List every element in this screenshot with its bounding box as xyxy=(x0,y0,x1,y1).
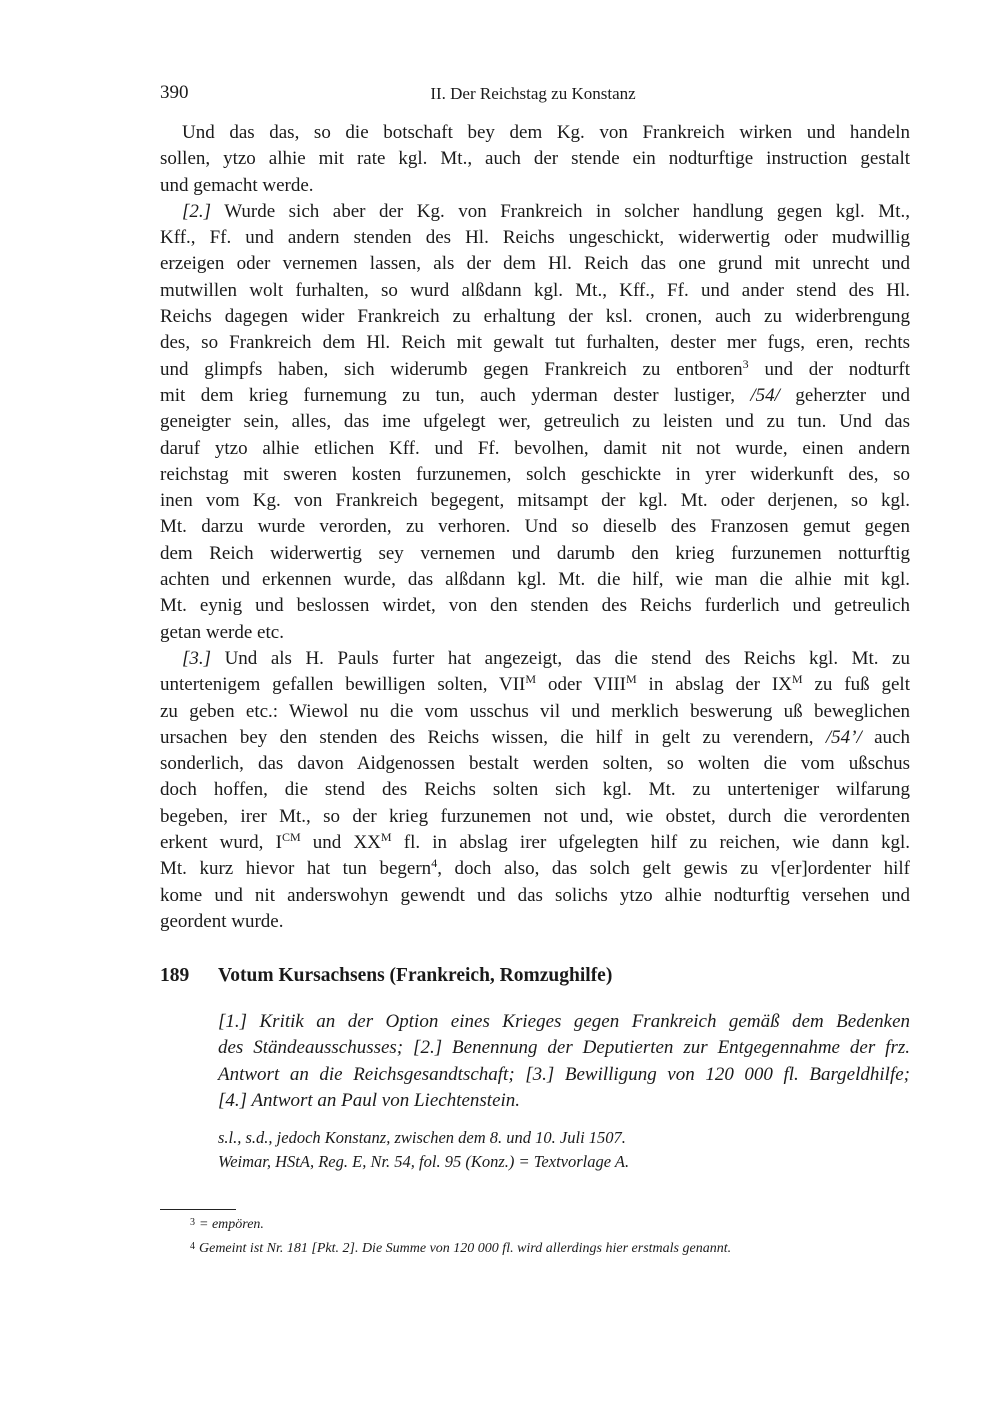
page-number: 390 xyxy=(160,82,189,103)
superscript: M xyxy=(791,672,803,687)
text-span: des, so Frankreich dem Hl. Reich mit gewalt tut furhalten, dester mer fugs, eren, rechts xyxy=(160,332,910,354)
footnote-mark: 3 xyxy=(190,1217,195,1228)
footnote-text: Gemeint ist Nr. 181 [Pkt. 2]. Die Summe von 120 000 fl. wird allerdings hier erstmals genannt. xyxy=(199,1241,732,1256)
text-line xyxy=(160,672,910,698)
text-span: doch hoffen, die stend des Reichs solten sich kgl. Mt. zu unterteniger wilfarung xyxy=(160,779,910,801)
text-line xyxy=(160,514,910,540)
text-span: , doch also, das solch gelt gewis zu v[er]ordenter hilf xyxy=(437,858,911,880)
text-span: erzeigen oder vernemen lassen, als der dem Hl. Reich das one grund mit unrecht und xyxy=(160,253,910,275)
text-line xyxy=(160,278,910,304)
text-span: inen vom Kg. von Frankreich begegent, mitsampt der kgl. Mt. oder derjenen, so kgl. xyxy=(160,490,910,512)
superscript: M xyxy=(380,830,392,845)
text-span: geherzter und xyxy=(779,384,910,406)
text-line xyxy=(160,909,910,935)
text-span: mit dem krieg furnemung zu tun, auch yderman dester lustiger, xyxy=(160,384,751,406)
italic-text: [2.] xyxy=(182,200,212,222)
text-line xyxy=(160,146,910,172)
text-line xyxy=(160,488,910,514)
superscript: 3 xyxy=(742,356,749,371)
footnote-mark: 4 xyxy=(190,1241,195,1252)
summary-line: [1.] Kritik an der Option eines Krieges gegen Frankreich gemäß dem Bedenken xyxy=(218,1011,910,1032)
summary-line: Antwort an die Reichsgesandtschaft; [3.] Bewilligung von 120 000 fl. Bargeldhilfe; xyxy=(218,1063,910,1085)
text-span: sonderlich, das davon Aidgenossen bestalt werden solten, so wolten die vom ußschus xyxy=(160,753,910,775)
text-line xyxy=(160,699,910,725)
text-span: Reichs dagegen wider Frankreich zu erhaltung der ksl. cronen, auch zu widerbrengung xyxy=(160,306,910,328)
text-span: oder VIII xyxy=(536,674,626,696)
summary-line: [4.] Antwort an Paul von Liechtenstein. xyxy=(218,1089,521,1111)
text-span: untertenigem gefallen bewilligen solten, VII xyxy=(160,674,526,696)
text-line xyxy=(160,225,910,251)
text-span: ursachen bey den stenden des Reichs wissen, die hilf in gelt zu verendern, xyxy=(160,726,826,748)
text-line xyxy=(160,409,910,435)
text-span: sollen, ytzo alhie mit rate kgl. Mt., auch der stende ein nodturftige instruction gestalt xyxy=(160,148,910,170)
text-line xyxy=(160,330,910,356)
footnote xyxy=(190,1236,731,1260)
text-span: reichstag mit sweren kosten furzunemen, solch geschickte in yrer widerkunft des, so xyxy=(160,463,910,485)
italic-text: /54’/ xyxy=(825,726,862,748)
superscript: CM xyxy=(281,830,301,845)
text-span: getan werde etc. xyxy=(160,621,284,643)
text-span: und XX xyxy=(300,832,381,854)
italic-text: [3.] xyxy=(182,647,212,669)
italic-text: /54/ xyxy=(750,384,780,406)
text-line xyxy=(160,462,910,488)
source-line: Weimar, HStA, Reg. E, Nr. 54, fol. 95 (Konz.) = Textvorlage A. xyxy=(218,1152,630,1171)
summary-line: des Ständeausschusses; [2.] Benennung der Deputierten zur Entgegennahme der frz. xyxy=(218,1037,910,1059)
text-span: und gemacht werde. xyxy=(160,174,314,196)
text-span: und glimpfs haben, sich widerumb gegen Frankreich zu entboren xyxy=(160,358,743,380)
text-span: achten und erkennen wurde, das alßdann kgl. Mt. die hilf, wie man die alhie mit kgl. xyxy=(160,569,910,591)
text-span: kome und nit anderswohyn gewendt und das solichs ytzo alhie nodturftig versehen und xyxy=(160,884,910,906)
text-span: auch xyxy=(861,726,910,748)
text-span: Und das das, so die botschaft bey dem Kg. von Frankreich wirken und handeln xyxy=(182,122,910,143)
text-span: daruf ytzo alhie etlichen Kff. und Ff. bevolhen, damit nit not wurde, einen andern xyxy=(160,437,910,459)
footnote-text: = empören. xyxy=(199,1217,264,1232)
document-title: Votum Kursachsens (Frankreich, Romzughilfe) xyxy=(218,965,613,986)
text-line xyxy=(160,804,910,830)
document-summary xyxy=(218,1009,910,1114)
text-line xyxy=(160,830,910,856)
document-number: 189 xyxy=(160,965,190,986)
text-line xyxy=(160,541,910,567)
text-span: geordent wurde. xyxy=(160,910,284,932)
superscript: 4 xyxy=(431,856,438,871)
text-span: zu geben etc.: Wiewol nu die vom usschus vil und merklich beswerung uß beweglichen xyxy=(160,700,910,722)
text-line xyxy=(160,120,910,146)
footnote-rule xyxy=(160,1209,236,1210)
text-span: Mt. darzu wurde verorden, zu verhoren. Und so dieselb des Franzosen gemut gegen xyxy=(160,516,910,538)
text-span: Und als H. Pauls furter hat angezeigt, das die stend des Reichs kgl. Mt. zu xyxy=(211,647,910,669)
footnote xyxy=(190,1212,731,1236)
text-line xyxy=(160,251,910,277)
text-line xyxy=(160,383,910,409)
text-line xyxy=(160,620,910,646)
text-span: Mt. kurz hievor hat tun begern xyxy=(160,858,432,880)
text-span: zu fuß gelt xyxy=(802,674,910,696)
text-line xyxy=(160,567,910,593)
text-line xyxy=(160,646,910,672)
text-line xyxy=(160,593,910,619)
body-text xyxy=(160,120,910,935)
text-line xyxy=(160,883,910,909)
footnotes xyxy=(190,1212,731,1260)
document-heading xyxy=(160,965,612,987)
text-span: dem Reich widerwertig sey vernemen und darumb den krieg furzunemen notturftig xyxy=(160,542,910,564)
text-span: mutwillen wolt furhalten, so wurd alßdann kgl. Mt., Kff., Ff. und ander stend des Hl. xyxy=(160,279,910,301)
text-span: und der nodturft xyxy=(748,358,910,380)
text-line xyxy=(160,173,910,199)
text-line xyxy=(160,304,910,330)
superscript: M xyxy=(525,672,537,687)
text-line xyxy=(160,357,910,383)
source-info xyxy=(218,1126,629,1174)
text-line xyxy=(160,199,910,225)
superscript: M xyxy=(625,672,637,687)
text-span: begeben, irer Mt., so der krieg furzunemen not und, wie obstet, durch die verordenten xyxy=(160,805,910,827)
text-span: Kff., Ff. und andern stenden des Hl. Reichs ungeschickt, widerwertig oder mudwillig xyxy=(160,227,910,249)
text-span: Wurde sich aber der Kg. von Frankreich in solcher handlung gegen kgl. Mt., xyxy=(211,200,910,222)
text-line xyxy=(160,777,910,803)
text-line xyxy=(160,856,910,882)
text-line xyxy=(160,751,910,777)
text-span: erkent wurd, I xyxy=(160,832,282,854)
text-line xyxy=(160,436,910,462)
text-span: fl. in abslag irer ufgelegten hilf zu reichen, wie dann kgl. xyxy=(391,832,910,854)
running-title: II. Der Reichstag zu Konstanz xyxy=(430,84,636,103)
text-line xyxy=(160,725,910,751)
text-span: Mt. eynig und beslossen wirdet, von den stenden des Reichs furderlich und getreulich xyxy=(160,595,910,617)
date-line: s.l., s.d., jedoch Konstanz, zwischen dem 8. und 10. Juli 1507. xyxy=(218,1128,626,1147)
text-span: in abslag der IX xyxy=(636,674,792,696)
text-span: geneigter sein, alles, das ime ufgelegt wer, getreulich zu leisten und zu tun. Und das xyxy=(160,411,910,433)
